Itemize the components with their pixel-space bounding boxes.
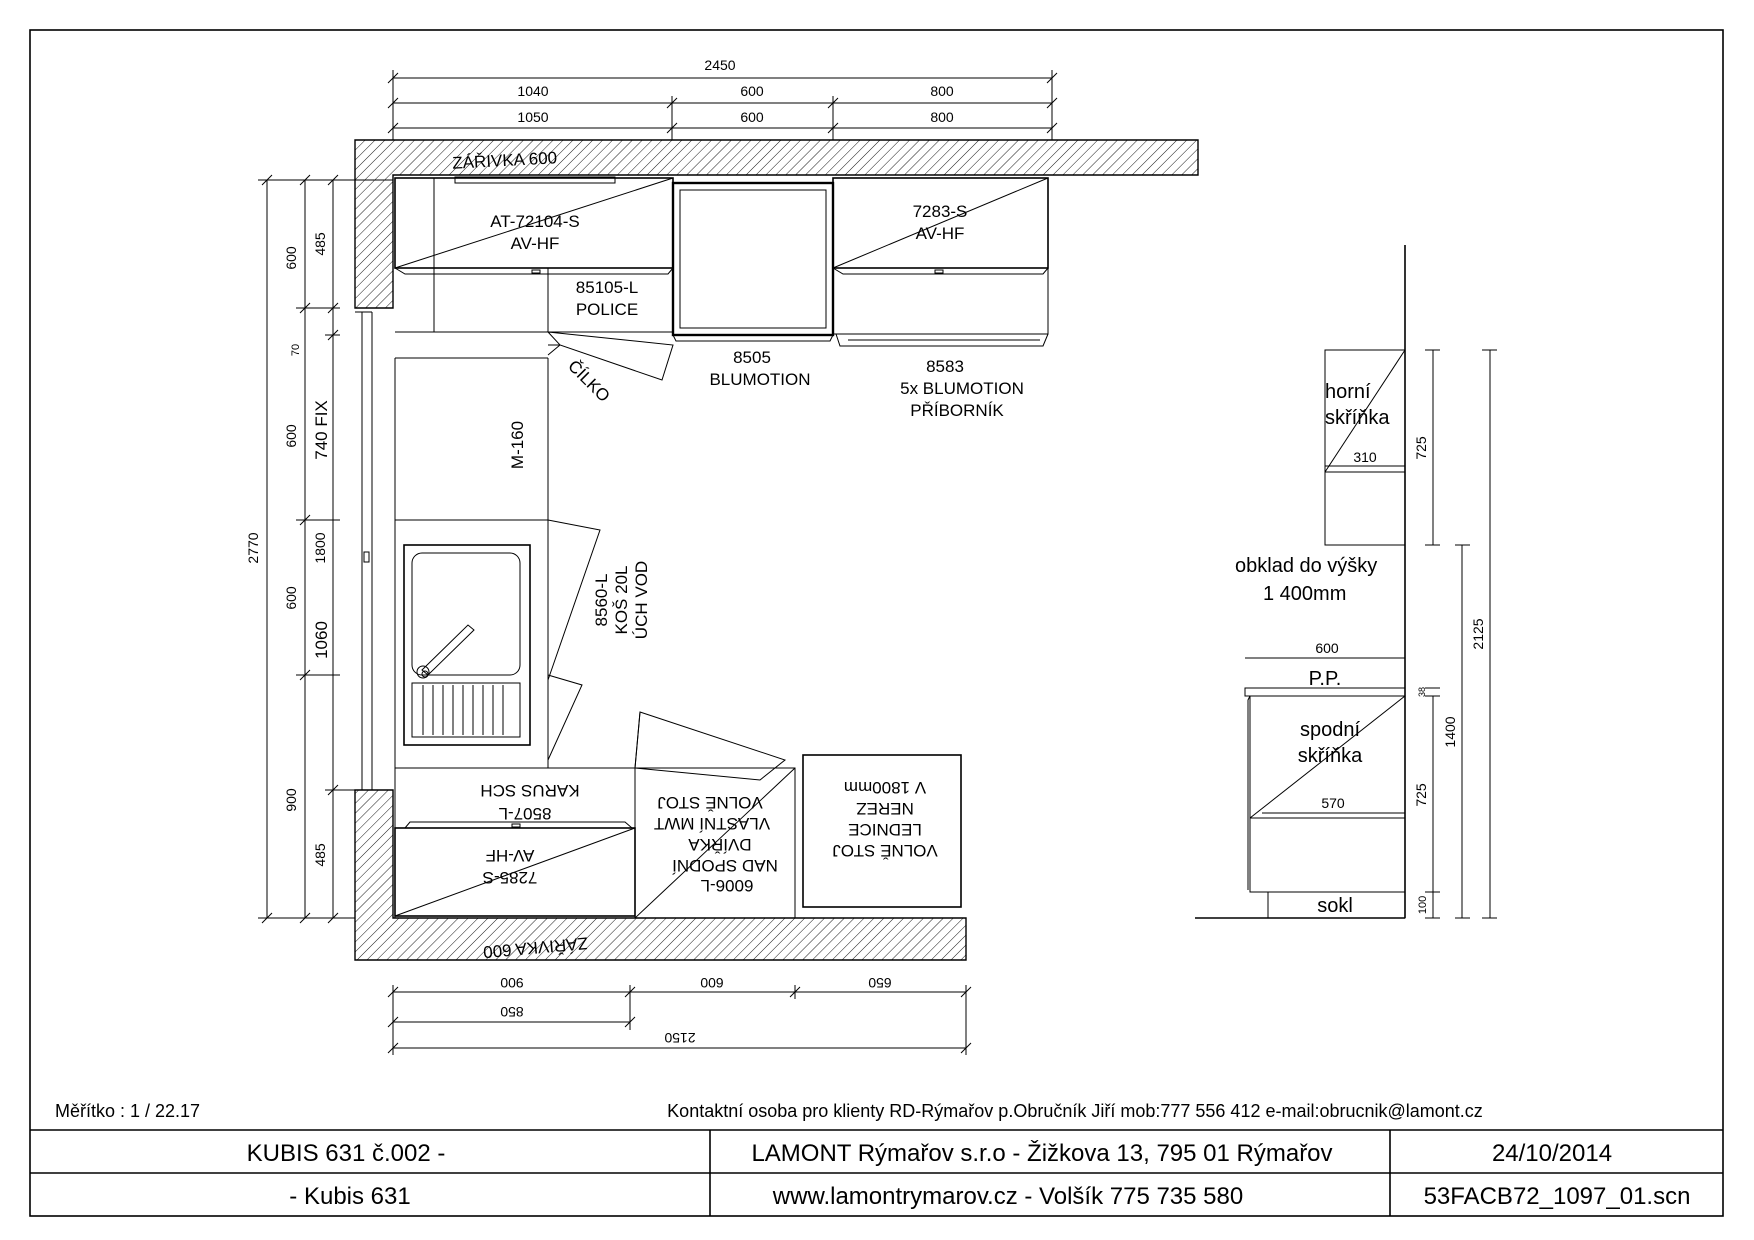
kos-size: KOŠ 20L [612, 565, 631, 635]
spodni-line2: skříňka [1297, 745, 1363, 767]
dim-bottom-900: 900 [500, 975, 524, 991]
dim-side-600: 600 [1315, 640, 1339, 656]
dim-left-total: 2770 [245, 532, 261, 564]
kos-code: 8560-L [592, 573, 611, 627]
project-title: KUBIS 631 č.002 - [246, 1140, 446, 1167]
dim-left-600a: 600 [283, 246, 299, 270]
dim-top-1050: 1050 [517, 109, 549, 125]
blumotion-code: 8505 [733, 348, 771, 367]
bottom-wall-cabinet-type: AV-HF [485, 846, 535, 865]
mwt-line2: VLASTNÍ MWT [653, 814, 771, 833]
dim-side-725b: 725 [1413, 783, 1429, 807]
priborník-type: PŘÍBORNÍK [910, 401, 1004, 420]
dim-side-1400: 1400 [1442, 716, 1458, 748]
side-elevation [1195, 245, 1497, 918]
mwt-line5: 6006-L [700, 876, 754, 895]
obklad-line2: 1 400mm [1263, 583, 1347, 605]
left-cabinet-run [355, 312, 651, 790]
priborník-code: 8583 [926, 357, 964, 376]
model-name: - Kubis 631 [289, 1183, 411, 1210]
fridge-line4: VOLNĚ STOJ [832, 841, 938, 860]
zarivka-bottom-label: ZÁŘIVKA 600 [482, 933, 589, 962]
top-cabinets [395, 148, 1048, 420]
mwt-line1: VOLNĚ STOJ [657, 793, 763, 812]
scale-text: Měřítko : 1 / 22.17 [55, 1101, 201, 1121]
cilko-label: ČÍLKO [564, 356, 614, 406]
dim-top-800a: 800 [930, 83, 954, 99]
horni-line2: skříňka [1325, 407, 1390, 429]
dim-bottom-total: 2150 [664, 1030, 696, 1046]
date-value: 24/10/2014 [1491, 1140, 1613, 1167]
dim-side-38: 38 [1417, 686, 1427, 698]
dim-left-1800: 1800 [312, 532, 328, 564]
dim-side-2125: 2125 [1470, 618, 1486, 650]
dim-bottom-850: 850 [500, 1004, 524, 1020]
shelf-type: POLICE [575, 300, 639, 319]
dim-top-800b: 800 [930, 109, 954, 125]
dim-top-total: 2450 [704, 57, 736, 73]
dim-left-70: 70 [290, 343, 302, 357]
web-contact: www.lamontrymarov.cz - Volšík 775 735 580 [772, 1183, 1244, 1210]
blumotion-type: BLUMOTION [709, 370, 811, 389]
top-dimensions [388, 57, 1057, 140]
wall-cabinet-left-code: AT-72104-S [490, 212, 580, 231]
dim-top-600b: 600 [740, 109, 764, 125]
m160-label: M-160 [508, 420, 527, 470]
pp-label: P.P. [1308, 668, 1342, 690]
fridge-line2: NEREZ [856, 799, 914, 818]
sokl-label: sokl [1317, 895, 1353, 917]
kos-type: ÚCH VOD [632, 560, 651, 640]
wall-cabinet-right-type: AV-HF [915, 224, 965, 243]
karus-name: KARUS SCH [480, 781, 580, 800]
dim-top-600a: 600 [740, 83, 764, 99]
file-name: 53FACB72_1097_01.scn [1423, 1183, 1691, 1210]
dim-left-485a: 485 [312, 232, 328, 256]
dim-left-600c: 600 [283, 586, 299, 610]
dim-left-485b: 485 [312, 843, 328, 867]
dim-left-740fix: 740 FIX [312, 400, 331, 460]
obklad-line1: obklad do výšky [1235, 555, 1378, 577]
contact-text: Kontaktní osoba pro klienty RD-Rýmařov p.Obručník Jiří mob:777 556 412 e-mail:obrucnik@lamont.cz [667, 1101, 1483, 1121]
mwt-line4: NAD SPODNÍ [672, 856, 778, 875]
bottom-dimensions [388, 975, 971, 1055]
walls [355, 140, 1198, 960]
karus-code: 8507-L [498, 804, 552, 823]
wall-cabinet-right-code: 7283-S [912, 202, 968, 221]
dim-left-600b: 600 [283, 424, 299, 448]
dim-bottom-600: 600 [700, 975, 724, 991]
fridge-line1: V 1800mm [843, 778, 927, 797]
wall-cabinet-left-type: AV-HF [510, 234, 560, 253]
mwt-line3: DVÍŘKA [688, 835, 752, 854]
shelf-code: 85105-L [575, 278, 639, 297]
dim-side-100: 100 [1417, 895, 1429, 915]
footer [30, 1101, 1723, 1216]
dim-side-570: 570 [1321, 795, 1345, 811]
company-address: LAMONT Rýmařov s.r.o - Žižkova 13, 795 01 Rýmařov [751, 1140, 1333, 1167]
dim-side-725a: 725 [1413, 436, 1429, 460]
dim-bottom-650: 650 [868, 975, 892, 991]
dim-side-310: 310 [1353, 449, 1377, 465]
spodni-line1: spodní [1299, 719, 1361, 741]
zarivka-top-label: ZÁŘIVKA 600 [451, 148, 558, 173]
dim-left-1060: 1060 [312, 621, 331, 659]
bottom-wall-cabinet-code: 7285-S [482, 868, 538, 887]
dim-left-900: 900 [283, 788, 299, 812]
horni-line1: horní [1325, 381, 1371, 403]
fridge-line3: LEDNICE [848, 820, 922, 839]
priborník-count: 5x BLUMOTION [900, 379, 1024, 398]
dim-top-1040: 1040 [517, 83, 549, 99]
